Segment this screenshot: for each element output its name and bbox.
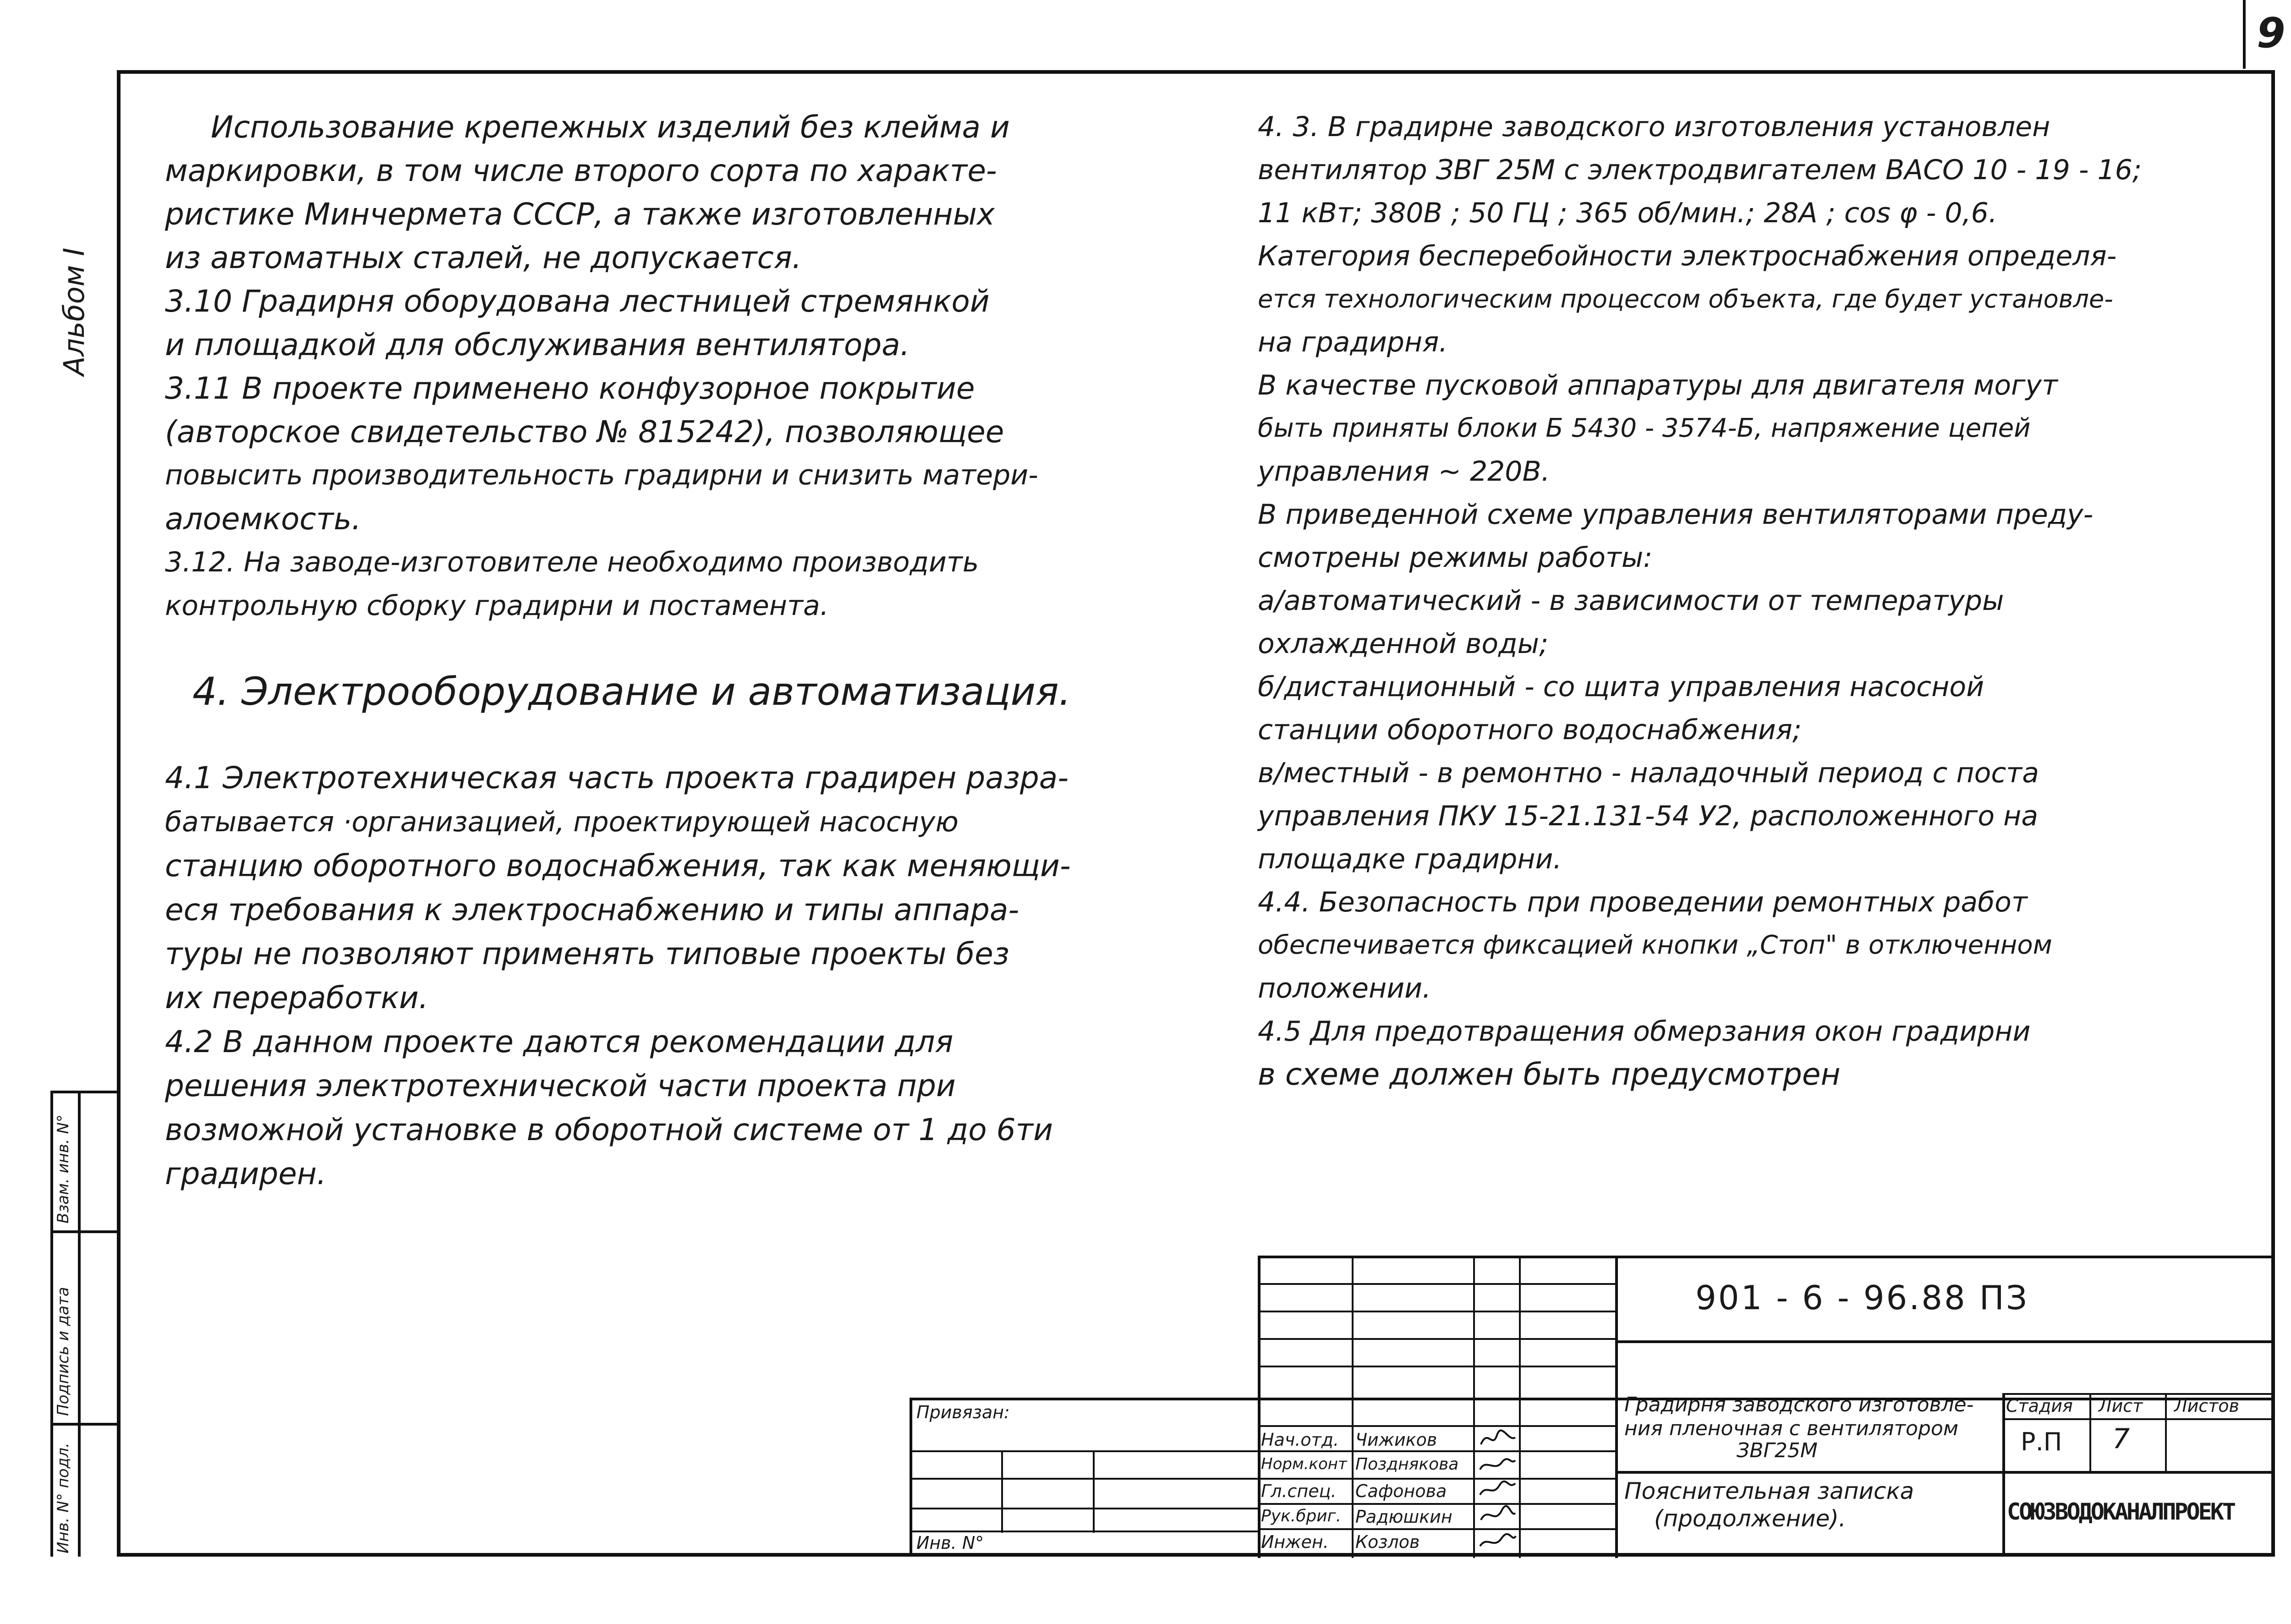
right-line: В качестве пусковой аппаратуры для двигателя могут: [1258, 369, 2058, 401]
right-line: быть приняты блоки Б 5430 - 3574-Б, напряжение цепей: [1258, 413, 2031, 443]
stage-header: Стадия: [2006, 1396, 2073, 1416]
left-line: 4.2 В данном проекте даются рекомендации для: [165, 1024, 954, 1059]
right-line: охлажденной воды;: [1258, 628, 1549, 660]
right-line: 4.5 Для предотвращения обмерзания окон градирни: [1258, 1015, 2031, 1048]
right-line: положении.: [1258, 972, 1431, 1004]
left-line: (авторское свидетельство № 815242), позволяющее: [165, 414, 1004, 450]
left-line: 4.1 Электротехническая часть проекта градирен разра-: [165, 760, 1069, 796]
left-line: станцию оборотного водоснабжения, так как меняющи-: [165, 848, 1071, 883]
album-label: Альбом I: [57, 247, 91, 376]
side-stamp-signature: Подпись и дата: [54, 1287, 72, 1416]
person-name: Позднякова: [1355, 1455, 1459, 1474]
privyazan-label: Привязан:: [916, 1402, 1010, 1422]
person-name: Козлов: [1355, 1532, 1420, 1552]
left-line: их переработки.: [165, 980, 428, 1015]
right-line: Категория бесперебойности электроснабжения определя-: [1258, 240, 2117, 272]
left-line: Использование крепежных изделий без клейма и: [211, 110, 1010, 145]
left-line: маркировки, в том числе второго сорта по характе-: [165, 153, 997, 188]
side-stamp-inv: Инв. N° подл.: [54, 1443, 72, 1553]
document-name: Пояснительная записка: [1624, 1478, 1914, 1504]
left-line: решения электротехнической части проекта при: [165, 1068, 956, 1103]
stamp-vline: [1352, 1256, 1354, 1558]
document-name-2: (продолжение).: [1654, 1505, 1846, 1532]
stamp-hline: [1258, 1366, 1615, 1367]
stamp-hline: [1615, 1471, 2275, 1474]
right-column-paragraphs: [1258, 105, 2142, 1096]
right-line: в/местный - в ремонтно - наладочный период с поста: [1258, 757, 2039, 789]
right-line: смотрены режимы работы:: [1258, 542, 1653, 574]
stamp-hline: [1258, 1338, 1615, 1340]
role-label: Норм.конт: [1261, 1455, 1347, 1473]
stamp-vline: [2002, 1393, 2005, 1557]
right-line: 11 кВт; 380В ; 50 ГЦ ; 365 об/мин.; 28А ; cos φ - 0,6.: [1258, 197, 1997, 229]
object-title-2: ния пленочная с вентилятором: [1624, 1417, 1959, 1440]
left-line: 3.12. На заводе-изготовителе необходимо производить: [165, 546, 979, 578]
left-line: градирен.: [165, 1156, 327, 1191]
stamp-vline: [1519, 1256, 1521, 1558]
left-line: алоемкость.: [165, 501, 362, 537]
left-line: 3.10 Градирня оборудована лестницей стремянкой: [165, 284, 990, 319]
section-heading: 4. Электрооборудование и автоматизация.: [192, 669, 1071, 714]
left-line: еся требования к электроснабжению и типы аппара-: [165, 892, 1019, 927]
role-label: Инжен.: [1261, 1532, 1329, 1552]
stamp-vline: [2089, 1393, 2091, 1471]
sheet-header: Лист: [2099, 1396, 2143, 1416]
object-title-3: ЗВГ25М: [1737, 1439, 1818, 1462]
object-title-1: Градирня заводского изготовле-: [1624, 1393, 1974, 1416]
stamp-hline: [910, 1450, 1260, 1452]
left-line: туры не позволяют применять типовые проекты без: [165, 936, 1009, 971]
right-line: управления ПКУ 15-21.131-54 У2, расположенного на: [1258, 800, 2039, 832]
left-line: ристике Минчермета СССР, а также изготовленных: [165, 197, 995, 232]
right-line: а/автоматический - в зависимости от температуры: [1258, 585, 2004, 617]
stamp-vline: [1001, 1450, 1003, 1533]
right-line: площадке градирни.: [1258, 843, 1562, 875]
left-line: контрольную сборку градирни и постамента.: [165, 590, 829, 622]
right-line: ется технологическим процессом объекта, где будет установле-: [1258, 285, 2113, 313]
right-line: станции оборотного водоснабжения;: [1258, 714, 1802, 746]
side-stamp-vzam: Взам. инв. N°: [54, 1114, 72, 1223]
stamp-hline: [1258, 1311, 1615, 1312]
right-line: 4.4. Безопасность при проведении ремонтных работ: [1258, 886, 2028, 918]
left-line: повысить производительность градирни и снизить матери-: [165, 459, 1038, 491]
side-stamp-left-border: [50, 1091, 53, 1557]
stamp-vline: [2165, 1393, 2167, 1471]
left-column-paragraphs: [165, 105, 1038, 628]
stamp-top-line: [1258, 1256, 2275, 1258]
side-stamp-mid-border: [78, 1091, 81, 1557]
stamp-hline: [1258, 1528, 1615, 1530]
side-stamp-top: [50, 1091, 119, 1093]
sheet-number-divider: [2243, 0, 2246, 69]
right-line: 4. 3. В градирне заводского изготовления установлен: [1258, 111, 2050, 143]
stamp-vline: [1615, 1256, 1618, 1558]
right-line: обеспечивается фиксацией кнопки „Стоп" в отключенном: [1258, 930, 2052, 960]
stamp-hline: [1258, 1425, 1615, 1427]
left-line: возможной установке в оборотной системе от 1 до 6ти: [165, 1112, 1053, 1147]
sheet-number: 9: [2257, 9, 2286, 57]
stamp-hline: [1258, 1478, 1615, 1480]
stamp-hline: [1615, 1340, 2275, 1343]
left-line: батывается ·организацией, проектирующей насосную: [165, 806, 959, 838]
stamp-hline: [2002, 1418, 2275, 1420]
stamp-vline: [1093, 1450, 1095, 1533]
right-line: б/дистанционный - со щита управления насосной: [1258, 671, 1984, 703]
signatures-icon: [1476, 1426, 1518, 1557]
role-label: Рук.бриг.: [1261, 1507, 1342, 1525]
stamp-hline: [1258, 1503, 1615, 1505]
sheets-header: Листов: [2174, 1396, 2239, 1416]
person-name: Чижиков: [1355, 1430, 1437, 1450]
stamp-hline: [910, 1478, 1260, 1480]
inv-no-label: Инв. N°: [916, 1533, 984, 1553]
left-line: 3.11 В проекте применено конфузорное покрытие: [165, 371, 975, 406]
stamp-vline: [910, 1398, 912, 1557]
role-label: Гл.спец.: [1261, 1481, 1337, 1501]
right-line: вентилятор ЗВГ 25М с электродвигателем ВАСО 10 - 19 - 16;: [1258, 154, 2142, 186]
stamp-hline: [2002, 1393, 2275, 1395]
left-line: и площадкой для обслуживания вентилятора.: [165, 327, 910, 362]
document-code: 901 - 6 - 96.88 ПЗ: [1695, 1278, 2029, 1317]
stage-value: Р.П: [2021, 1427, 2062, 1456]
side-stamp-div1: [50, 1230, 119, 1233]
stamp-hline: [910, 1531, 1260, 1532]
stamp-vline: [1258, 1256, 1261, 1558]
sheet-value: 7: [2112, 1423, 2130, 1455]
left-column-section4: [165, 756, 1071, 1196]
organization-name: СОЮЗВОДОКАНАЛПРОЕКТ: [2007, 1498, 2234, 1525]
right-line: на градирня.: [1258, 326, 1448, 358]
stamp-vline: [1473, 1256, 1475, 1558]
stamp-hline: [1258, 1450, 1615, 1452]
person-name: Радюшкин: [1355, 1507, 1452, 1527]
left-line: из автоматных сталей, не допускается.: [165, 240, 802, 275]
side-stamp-div2: [50, 1423, 119, 1426]
stamp-hline: [910, 1508, 1260, 1509]
stamp-hline: [1258, 1283, 1615, 1285]
right-line: в схеме должен быть предусмотрен: [1258, 1057, 1841, 1092]
role-label: Нач.отд.: [1261, 1430, 1339, 1450]
right-line: В приведенной схеме управления вентиляторами преду-: [1258, 499, 2094, 531]
right-line: управления ~ 220В.: [1258, 455, 1550, 488]
person-name: Сафонова: [1355, 1481, 1447, 1501]
